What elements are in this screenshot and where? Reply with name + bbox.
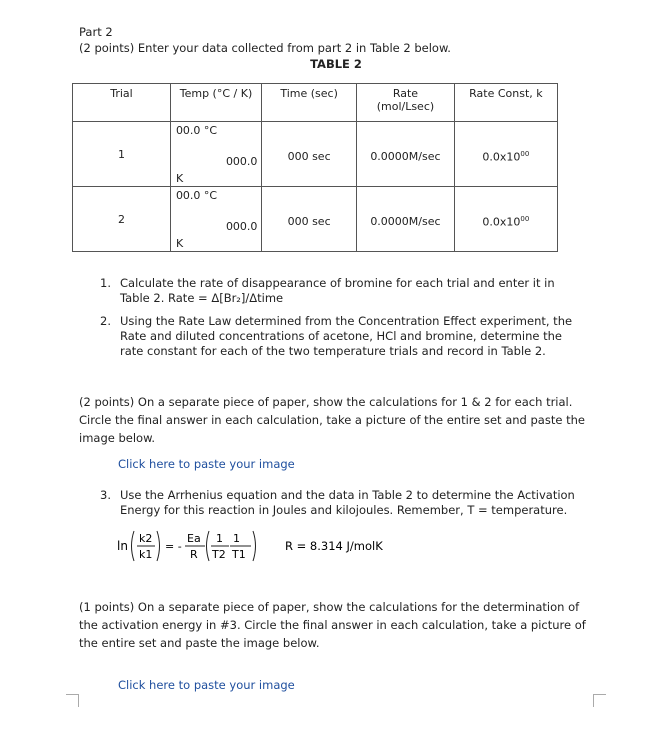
arrhenius-formula [117,525,437,567]
formula-t1: T1 [232,548,246,561]
gas-constant: R = 8.314 J/molK [285,539,383,553]
paren-left [132,531,135,561]
paste-image-link-2[interactable]: Click here to paste your image [118,678,295,692]
formula-one-b: 1 [233,532,240,545]
temp-kelvin-field[interactable]: 000.0 [225,220,258,233]
rate-field[interactable]: 0.0000M/sec [357,122,455,187]
header-time: Time (sec) [262,84,357,122]
header-temp: Temp (°C / K) [170,84,261,122]
formula-one-a: 1 [216,532,223,545]
formula-ea: Ea [187,532,201,545]
table-header-row [73,84,558,122]
table-row [73,187,558,252]
header-trial: Trial [73,84,171,122]
instruction-number: 1. [100,276,111,290]
temp-celsius-field[interactable]: 00.0 °C [175,189,218,202]
data-table [72,83,558,252]
paste-image-link-1[interactable]: Click here to paste your image [118,457,295,471]
table-title: TABLE 2 [310,57,362,71]
table-row [73,122,558,187]
header-rate: Rate (mol/Lsec) [357,84,455,122]
part-description: (2 points) Enter your data collected from part 2 in Table 2 below. [79,41,451,55]
paren-right [157,531,160,561]
formula-t2: T2 [212,548,226,561]
trial-cell: 2 [73,187,171,252]
formula-r: R [190,548,198,561]
rate-const-exponent: 00 [520,150,530,158]
rate-field[interactable]: 0.0000M/sec [357,187,455,252]
instruction-item [100,314,580,359]
temp-cell[interactable] [170,122,261,187]
page-corner-mark [66,694,79,707]
rate-const-field[interactable] [454,187,557,252]
instruction-item [100,276,580,306]
instruction-item [100,488,580,518]
instruction-number: 3. [100,488,111,502]
rate-const-base: 0.0x10 [482,150,521,164]
paren-left [207,531,210,561]
formula-k2: k2 [139,532,153,545]
temp-cell[interactable] [170,187,261,252]
rate-const-base: 0.0x10 [482,215,521,229]
calc-instruction-1: (2 points) On a separate piece of paper, show the calculations for 1 & 2 for each trial. Circle the final answer in each calculation, take a picture of the entire set and paste the image below. [79,395,585,445]
trial-cell: 1 [73,122,171,187]
formula-graphic [117,525,437,567]
formula-k1: k1 [139,548,153,561]
kelvin-label: K [175,237,184,250]
temp-celsius-field[interactable]: 00.0 °C [175,124,218,137]
formula-ln: ln [117,539,128,553]
part-title: Part 2 [79,25,113,39]
instruction-text: Using the Rate Law determined from the Concentration Effect experiment, the Rate and diluted concentrations of acetone, HCl and bromine, determine the rate constant for each of the two temperature trials and record in Table 2. [120,314,573,358]
page-corner-mark [593,694,606,707]
formula-equals: = - [165,540,182,553]
header-rate-const: Rate Const, k [454,84,557,122]
time-field[interactable]: 000 sec [262,122,357,187]
instruction-number: 2. [100,314,111,328]
paren-right [253,531,256,561]
rate-const-exponent: 00 [520,215,530,223]
calc-instruction-2: (1 points) On a separate piece of paper, show the calculations for the determination of the activation energy in #3. Circle the final answer in each calculation, take a picture of the entire set and paste the image below. [79,600,586,650]
kelvin-label: K [175,172,184,185]
instruction-text: Use the Arrhenius equation and the data in Table 2 to determine the Activation Energy for this reaction in Joules and kilojoules. Remember, T = temperature. [120,488,575,517]
time-field[interactable]: 000 sec [262,187,357,252]
temp-kelvin-field[interactable]: 000.0 [225,155,258,168]
rate-const-field[interactable] [454,122,557,187]
instruction-text: Calculate the rate of disappearance of bromine for each trial and enter it in Table 2. Rate = Δ[Br₂]/Δtime [120,276,555,305]
